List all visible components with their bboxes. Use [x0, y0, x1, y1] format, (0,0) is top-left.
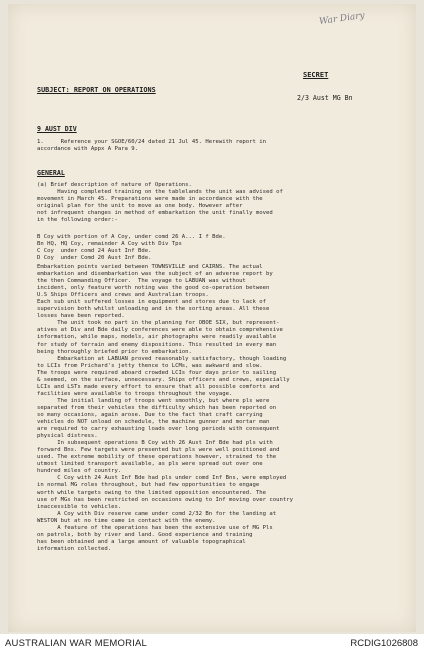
text-line: information collected.: [37, 545, 112, 552]
list-item: Bn HQ, HQ Coy, remainder A Coy with Div Tps: [37, 241, 182, 248]
text-line: to LCIs from Prichard's jetty thence to LCMs, was awkward and slow.: [37, 362, 263, 369]
text-line: used. The extreme mobility of these operations however, strained to the: [37, 454, 277, 461]
text-line: use of MGs has been restricted on occasions owing to Inf moving over country: [37, 496, 293, 503]
handwritten-annotation: War Diary: [318, 10, 366, 28]
text-line: so many occasions, again arose. Due to the fact that craft carrying: [37, 411, 263, 418]
text-line: U.S Ships Officers and crews and Australian troops.: [37, 292, 209, 299]
classification-stamp: SECRET: [303, 71, 329, 79]
text-line: embarkation and disembarkation was the subject of an adverse report by: [37, 271, 273, 278]
text-line: utmost limited transport available, as pls were spread out over one: [37, 461, 263, 468]
text-line: The initial landing of troops went smoothly, but where pls were: [37, 397, 270, 404]
text-line: atives at Div and Bde daily conferences were able to obtain comprehensive: [37, 327, 283, 334]
text-line: on patrols, both by river and land. Good experience and training: [37, 531, 253, 538]
list-item: D Coy under Comd 20 Aust Inf Bde.: [37, 255, 152, 262]
text-line: are required to carry exhausting loads over long periods with consequent: [37, 426, 280, 433]
text-line: losses have been reported.: [37, 313, 125, 320]
text-line: Embarkation points varied between TOWNSVILLE and CAIRNS. The actual: [37, 264, 263, 270]
text-line: The troops were required aboard crowded LCIs four days prior to sailing: [37, 369, 277, 376]
section-a: [37, 182, 387, 224]
text-line: vehicles do NOT unload on schedule, the machine gunner and mortar man: [37, 419, 270, 426]
document-title: SUBJECT: REPORT ON OPERATIONS: [37, 86, 156, 94]
text-line: accordance with Appx A Para 9.: [37, 146, 139, 153]
text-line: facilities were available to troops throughout the voyage.: [37, 390, 233, 397]
archive-reference-id: RCDIG1026808: [350, 638, 418, 649]
embarkation-order-list: [37, 234, 387, 262]
main-report-text: [37, 264, 387, 553]
text-line: & seemed, on the surface, unnecessary. Ships officers and crews, especially: [37, 376, 290, 383]
general-heading: GENERAL: [37, 169, 65, 177]
text-line: in normal MG roles throughout, but had few opportunities to engage: [37, 482, 260, 489]
text-line: has been obtained and a large amount of valuable topographical: [37, 538, 246, 545]
text-line: physical distress.: [37, 433, 98, 440]
text-line: worth while targets owing to the limited opposition encountered. The: [37, 489, 267, 496]
text-line: In subsequent operations B Coy with 26 Aust Inf Bde had pls with: [37, 440, 273, 447]
text-line: Having completed training on the tablelands the unit was advised of: [37, 189, 283, 196]
text-line: WESTON but at no time came in contact with the enemy.: [37, 517, 216, 524]
text-line: in the following order:-: [37, 217, 118, 224]
text-line: the then Commanding Officer. The voyage to LABUAN was without: [37, 278, 246, 285]
text-line: 1. Reference your SGOE/60/24 dated 21 Jul 45. Herewith report in: [37, 139, 267, 145]
text-line: forward Bns. Few targets were presented but pls were well positioned and: [37, 447, 280, 454]
text-line: hundred miles of country.: [37, 468, 122, 475]
text-line: information, while maps, models, air photographs were readily available: [37, 334, 277, 341]
division-heading: 9 AUST DIV: [37, 125, 77, 133]
text-line: original plan for the unit to move as one body. However after: [37, 203, 243, 210]
text-line: The unit took no part in the planning for OBOE SIX, but represent-: [37, 320, 280, 327]
archive-source-label: AUSTRALIAN WAR MEMORIAL: [5, 638, 148, 649]
text-line: incident, only feature worth noting was the good co-operation between: [37, 285, 270, 292]
list-item: C Coy under comd 24 Aust Inf Bde.: [37, 248, 152, 255]
text-line: LCIs and LSTs made every effort to ensure that all possible comforts and: [37, 383, 280, 390]
text-line: not infrequent changes in method of embarkation the unit finally moved: [37, 210, 273, 217]
text-line: Embarkation at LABUAN proved reasonably satisfactory, though loading: [37, 355, 287, 362]
text-line: inaccessible to vehicles.: [37, 503, 122, 510]
text-line: C Coy with 24 Aust Inf Bde had pls under comd Inf Bns, were employed: [37, 475, 287, 482]
text-line: supervision both whilst unloading and in the sorting areas. All these: [37, 306, 270, 313]
text-line: for study of terrain and enemy dispositions. This resulted in every man: [37, 341, 277, 348]
text-line: movement in March 45. Preparations were made in accordance with the: [37, 196, 263, 203]
paragraph-1: [37, 139, 387, 153]
text-line: separated from their vehicles the difficulty which has been reported on: [37, 404, 277, 411]
text-line: being thoroughly briefed prior to embarkation.: [37, 348, 192, 355]
unit-designation: 2/3 Aust MG Bn: [297, 94, 353, 102]
text-line: A Coy with Div reserve came under comd 2/32 Bn for the landing at: [37, 510, 277, 517]
archive-footer: [0, 634, 424, 654]
list-item: B Coy with portion of A Coy, under comd 26 A... I f Bde.: [37, 234, 226, 240]
text-line: A feature of the operations has been the extensive use of MG Pls: [37, 524, 273, 531]
text-line: (a) Brief description of nature of Operations.: [37, 182, 192, 188]
text-line: Each sub unit suffered losses in equipment and stores due to lack of: [37, 299, 267, 306]
